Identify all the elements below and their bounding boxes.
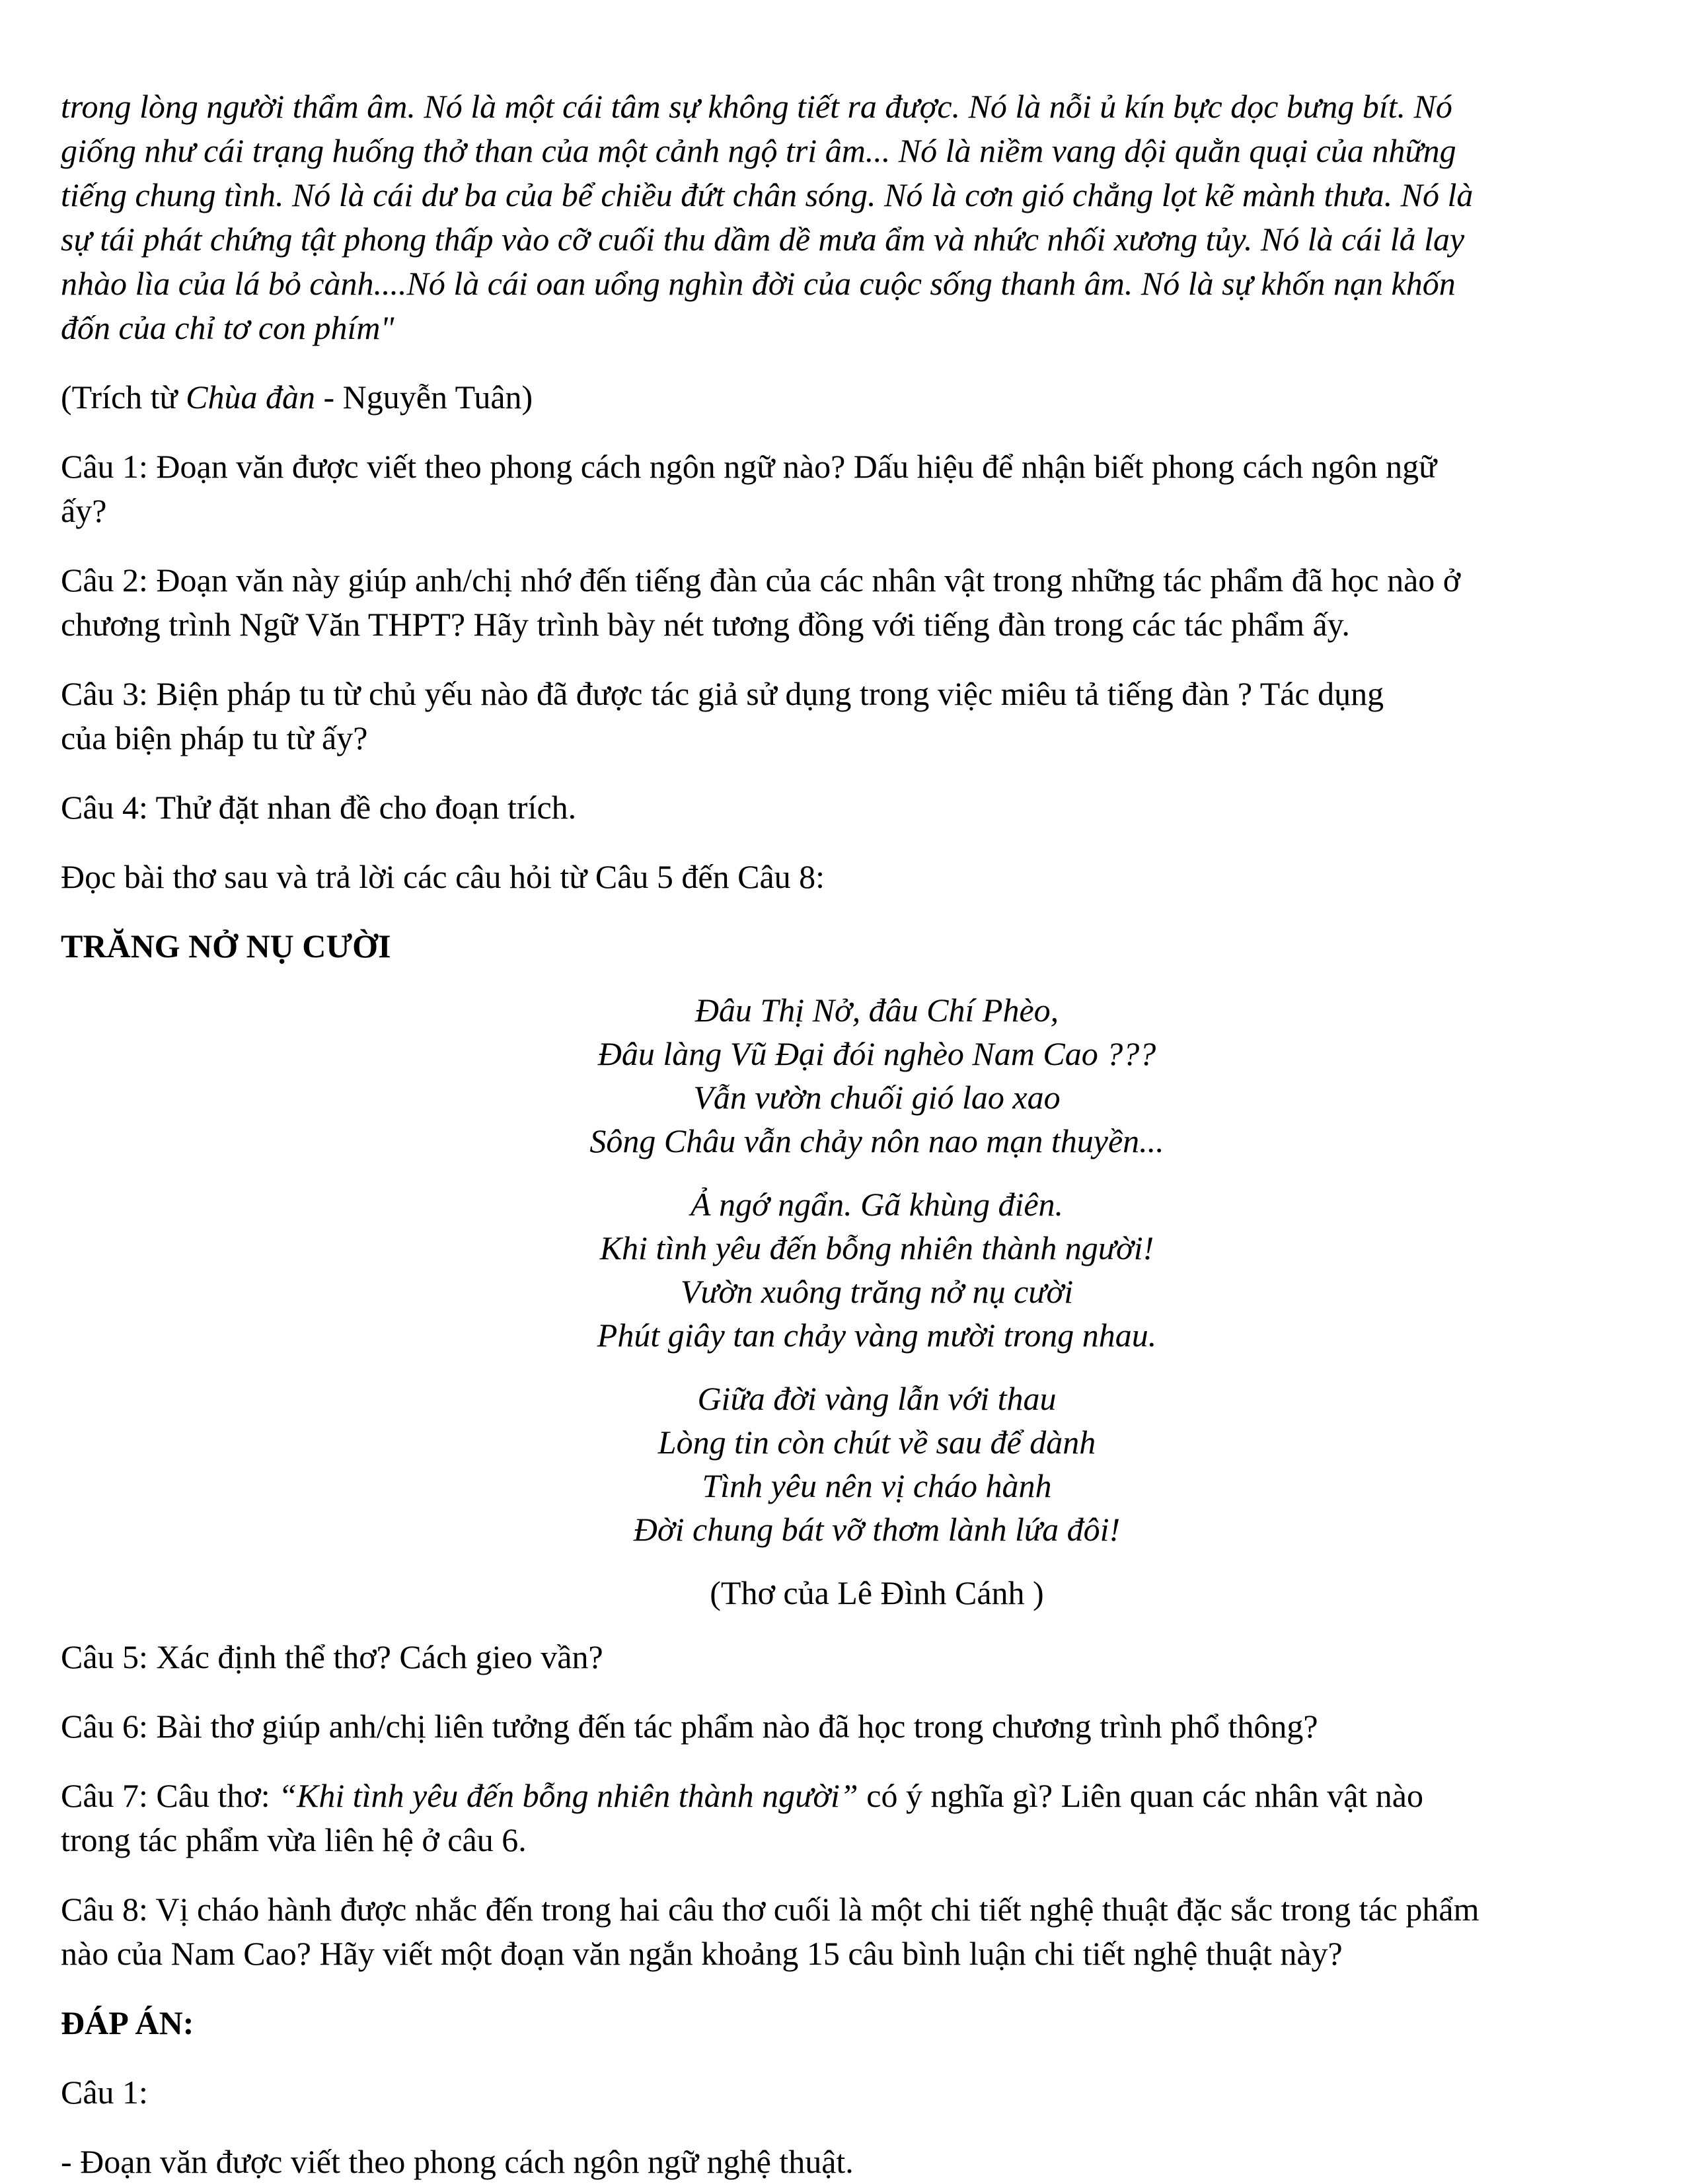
- question-4: Câu 4: Thử đặt nhan đề cho đoạn trích.: [61, 789, 577, 826]
- quote-line: giống như cái trạng huống thở than của một cảnh ngộ tri âm... Nó là niềm vang dội quằn quại của những: [61, 132, 1456, 169]
- answer-1-line: - Đoạn văn được viết theo phong cách ngôn ngữ nghệ thuật.: [61, 2143, 854, 2180]
- poem-line: Lòng tin còn chút về sau để dành: [657, 1424, 1096, 1461]
- poem-line: Vườn xuông trăng nở nụ cười: [680, 1273, 1074, 1310]
- question-7: [61, 1774, 1633, 1862]
- citation-prefix: (Trích từ: [61, 379, 186, 416]
- quote-line: đốn của chỉ tơ con phím": [61, 309, 394, 346]
- question-line: trong tác phẩm vừa liên hệ ở câu 6.: [61, 1821, 527, 1858]
- question-line: Câu 1: Đoạn văn được viết theo phong cách ngôn ngữ nào? Dấu hiệu để nhận biết phong cách ngôn ngữ: [61, 448, 1437, 485]
- poem-line: Vẫn vườn chuối gió lao xao: [693, 1079, 1061, 1116]
- poem-line: Tình yêu nên vị cháo hành: [702, 1467, 1052, 1504]
- question-line: của biện pháp tu từ ấy?: [61, 719, 368, 756]
- question-2: [61, 558, 1633, 647]
- intro-quote: [61, 85, 1633, 350]
- poem-line: Đâu Thị Nở, đâu Chí Phèo,: [694, 992, 1059, 1029]
- question-1: [61, 445, 1633, 533]
- q7-quote: “Khi tình yêu đến bỗng nhiên thành người”: [278, 1777, 858, 1814]
- question-line: Câu 2: Đoạn văn này giúp anh/chị nhớ đến tiếng đàn của các nhân vật trong những tác phẩm đã học nào ở: [61, 562, 1461, 599]
- poem-line: Khi tình yêu đến bỗng nhiên thành người!: [599, 1229, 1154, 1266]
- citation-suffix: - Nguyễn Tuân): [315, 379, 533, 416]
- answer-1-label: Câu 1:: [61, 2074, 148, 2111]
- question-6: Câu 6: Bài thơ giúp anh/chị liên tưởng đến tác phẩm nào đã học trong chương trình phổ thông?: [61, 1708, 1318, 1745]
- question-5: Câu 5: Xác định thể thơ? Cách gieo vần?: [61, 1638, 603, 1675]
- poem-line: Ả ngớ ngẩn. Gã khùng điên.: [690, 1186, 1064, 1223]
- question-8: [61, 1887, 1633, 1976]
- poem-line: Đời chung bát vỡ thơm lành lứa đôi!: [633, 1511, 1121, 1548]
- quote-line: tiếng chung tình. Nó là cái dư ba của bể chiều đứt chân sóng. Nó là cơn gió chẳng lọt kẽ mành thưa. Nó là: [61, 176, 1474, 213]
- question-3: [61, 672, 1633, 760]
- poem-stanza-1: [61, 988, 1633, 1163]
- poem-instruction: Đọc bài thơ sau và trả lời các câu hỏi từ Câu 5 đến Câu 8:: [61, 858, 825, 895]
- quote-line: nhào lìa của lá bỏ cành....Nó là cái oan uổng nghìn đời của cuộc sống thanh âm. Nó là sự khốn nạn khốn: [61, 265, 1456, 302]
- citation-work: Chùa đàn: [186, 379, 316, 416]
- poem-line: Giữa đời vàng lẫn với thau: [697, 1380, 1057, 1417]
- poem-source: (Thơ của Lê Đình Cánh ): [710, 1574, 1044, 1611]
- document-page: [61, 85, 1633, 2184]
- question-line: Câu 3: Biện pháp tu từ chủ yếu nào đã được tác giả sử dụng trong việc miêu tả tiếng đàn ? Tác dụng: [61, 675, 1384, 712]
- poem-stanza-2: [61, 1183, 1633, 1357]
- quote-line: trong lòng người thẩm âm. Nó là một cái tâm sự không tiết ra được. Nó là nỗi ủ kín bực dọc bưng bít. Nó: [61, 88, 1452, 125]
- question-line: chương trình Ngữ Văn THPT? Hãy trình bày nét tương đồng với tiếng đàn trong các tác phẩm ấy.: [61, 606, 1350, 643]
- question-line: [61, 1774, 1633, 1818]
- quote-line: sự tái phát chứng tật phong thấp vào cỡ cuối thu dầm dề mưa ẩm và nhức nhối xương tủy. Nó là cái lả lay: [61, 221, 1465, 258]
- poem-line: Phút giây tan chảy vàng mười trong nhau.: [597, 1317, 1157, 1354]
- q7-suffix: có ý nghĩa gì? Liên quan các nhân vật nào: [858, 1777, 1423, 1814]
- citation: [61, 375, 1633, 419]
- poem-stanza-3: [61, 1377, 1633, 1551]
- question-line: Câu 8: Vị cháo hành được nhắc đến trong hai câu thơ cuối là một chi tiết nghệ thuật đặc sắc trong tác phẩm: [61, 1891, 1479, 1928]
- poem-line: Đâu làng Vũ Đại đói nghèo Nam Cao ???: [597, 1035, 1156, 1072]
- answers-heading: ĐÁP ÁN:: [61, 2004, 194, 2041]
- question-line: nào của Nam Cao? Hãy viết một đoạn văn ngắn khoảng 15 câu bình luận chi tiết nghệ thuật này?: [61, 1935, 1343, 1972]
- question-line: ấy?: [61, 492, 107, 529]
- poem-title: TRĂNG NỞ NỤ CƯỜI: [61, 928, 391, 965]
- poem-line: Sông Châu vẫn chảy nôn nao mạn thuyền...: [589, 1122, 1164, 1159]
- q7-prefix: Câu 7: Câu thơ:: [61, 1777, 279, 1814]
